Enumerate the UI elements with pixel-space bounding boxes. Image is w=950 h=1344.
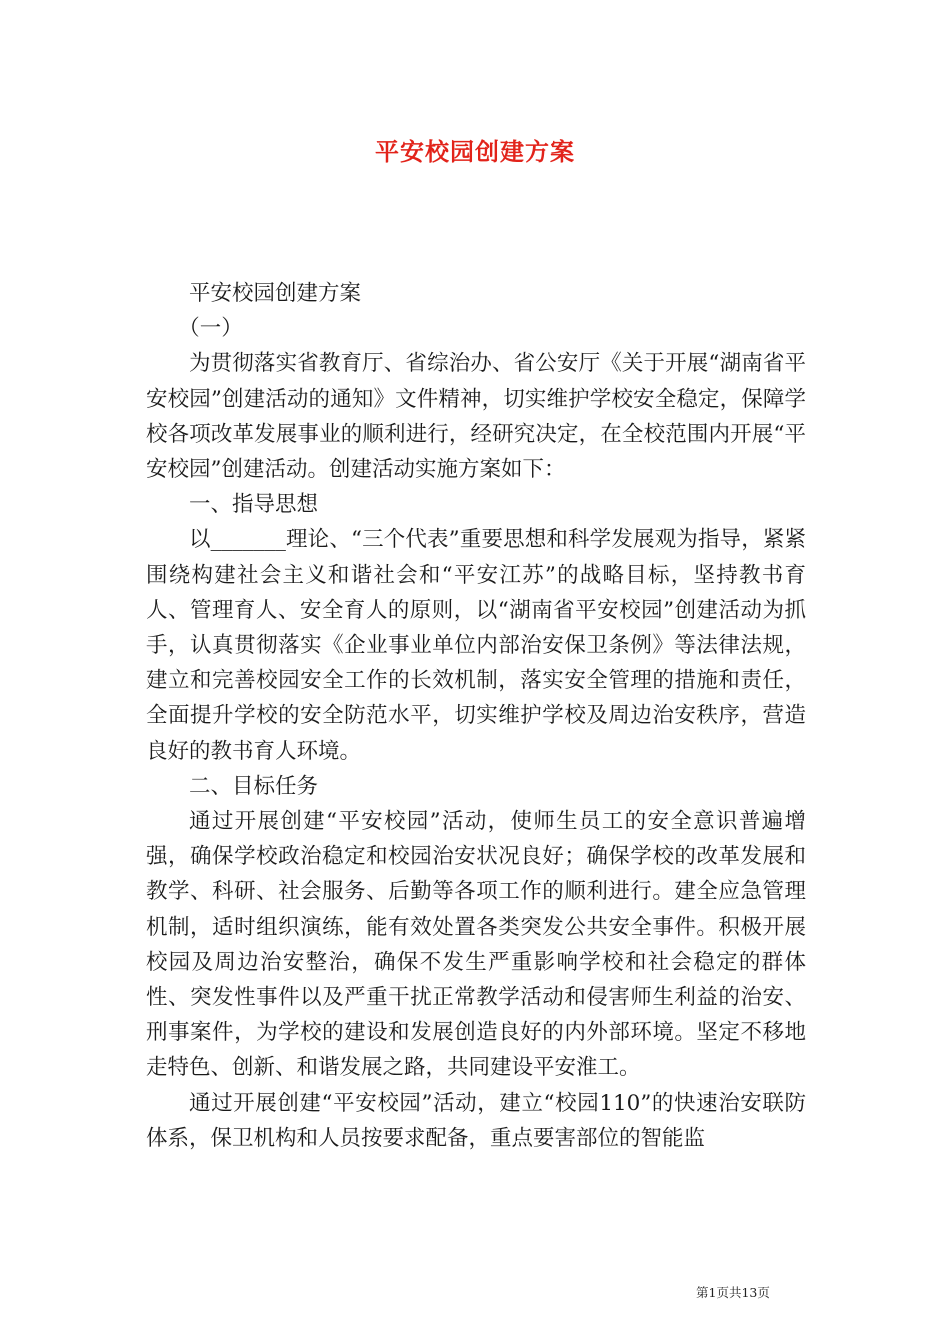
paragraph-intro: 为贯彻落实省教育厅、省综治办、省公安厅《关于开展“湖南省平安校园”创建活动的通知》文件精神，切实维护学校安全稳定，保障学校各项改革发展事业的顺利进行，经研究决定，在全校范围内开展“平安校园”创建活动。创建活动实施方案如下： <box>146 351 806 483</box>
paragraph-campus-110: 通过开展创建“平安校园”活动，建立“校园110”的快速治安联防体系，保卫机构和人员按要求配备，重点要害部位的智能监 <box>146 1090 806 1151</box>
page-number: 第1页共13页 <box>696 1285 770 1300</box>
body-heading: 平安校园创建方案 <box>189 281 362 306</box>
body-subheading: （一） <box>178 316 243 342</box>
paragraph-guiding-ideology: 以_______理论、“三个代表”重要思想和科学发展观为指导，紧紧围绕构建社会主义和谐社会和“平安江苏”的战略目标，坚持教书育人、管理育人、安全育人的原则，以“湖南省平安校园”创建活动为抓手，认真贯彻落实《企业事业单位内部治安保卫条例》等法律法规，建立和完善校园安全工作的长效机制，落实安全管理的措施和责任，全面提升学校的安全防范水平，切实维护学校及周边治安秩序，营造良好的教书育人环境。 <box>146 527 806 764</box>
paragraph-goals: 通过开展创建“平安校园”活动，使师生员工的安全意识普遍增强，确保学校政治稳定和校园治安状况良好；确保学校的改革发展和教学、科研、社会服务、后勤等各项工作的顺利进行。建全应急管理机制，适时组织演练，能有效处置各类突发公共安全事件。积极开展校园及周边治安整治，确保不发生严重影响学校和社会稳定的群体性、突发性事件以及严重干扰正常教学活动和侵害师生利益的治安、刑事案件，为学校的建设和发展创造良好的内外部环境。坚定不移地走特色、创新、和谐发展之路，共同建设平安淮工。 <box>146 809 806 1081</box>
section-heading-guiding-ideology: 一、指导思想 <box>189 492 319 518</box>
section-heading-goals: 二、目标任务 <box>189 773 319 799</box>
document-title: 平安校园创建方案 <box>375 137 575 166</box>
document-body <box>146 276 806 1156</box>
